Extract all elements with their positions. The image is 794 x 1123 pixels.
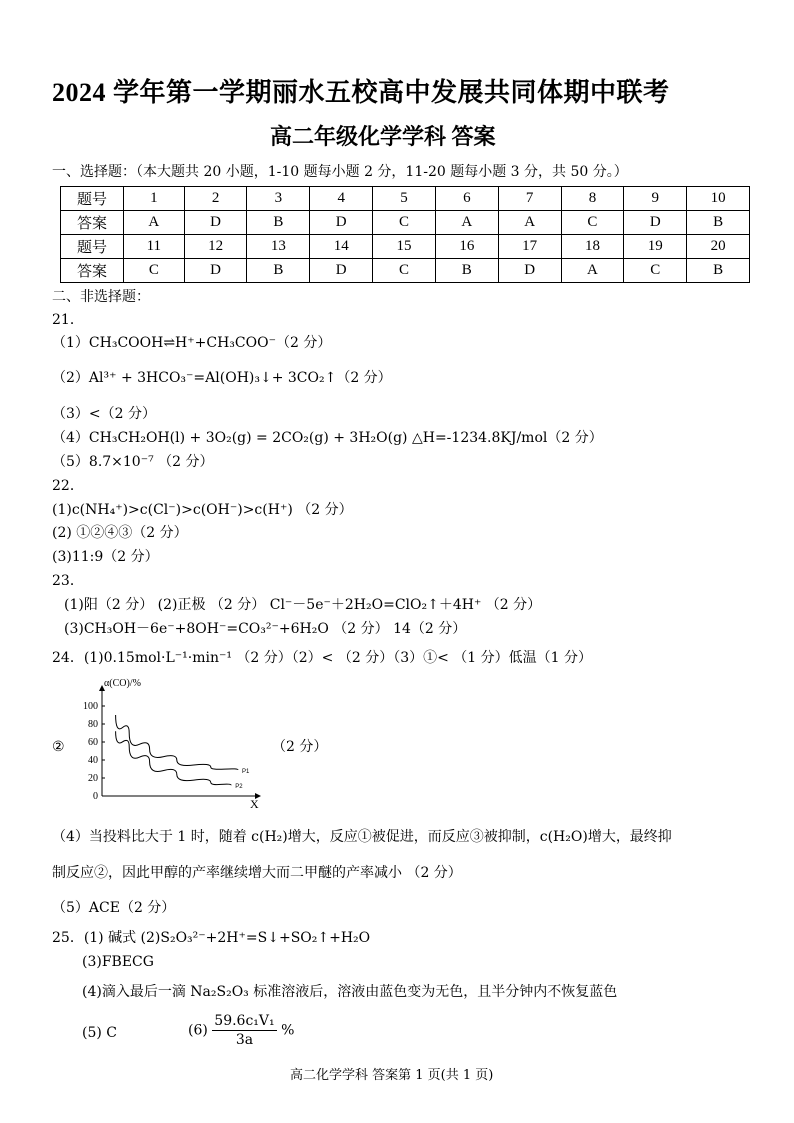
- q25-part5: (5) C: [82, 1025, 117, 1041]
- table-cell: B: [247, 211, 310, 235]
- row-header: 题号: [61, 187, 124, 211]
- table-cell: 11: [124, 235, 185, 259]
- q21-part4: （4）CH₃CH₂OH(l) + 3O₂(g) = 2CO₂(g) + 3H₂O(g) △H=-1234.8KJ/mol（2 分）: [52, 430, 603, 446]
- table-cell: C: [373, 259, 436, 283]
- table-cell: 16: [435, 235, 498, 259]
- q24-graph-score: （2 分）: [272, 739, 328, 755]
- section1-heading: 一、选择题：（本大题共 20 小题，1-10 题每小题 2 分，11-20 题每小题 3 分，共 50 分。）: [52, 164, 628, 180]
- q22-part3: (3)11:9（2 分）: [52, 549, 159, 565]
- q25-part1-2: 25．(1) 碱式 (2)S₂O₃²⁻+2H⁺=S↓+SO₂↑+H₂O: [52, 930, 371, 946]
- fraction: [212, 1012, 276, 1049]
- q25-part4: (4)滴入最后一滴 Na₂S₂O₃ 标准溶液后，溶液由蓝色变为无色，且半分钟内不恢复蓝色: [82, 984, 618, 1000]
- fraction-numerator: 59.6c₁V₁: [214, 1013, 275, 1029]
- table-cell: 17: [498, 235, 561, 259]
- series-label-p1: P1: [242, 768, 250, 775]
- table-cell: 5: [373, 187, 436, 211]
- table-cell: 9: [624, 187, 687, 211]
- table-cell: 20: [687, 235, 750, 259]
- table-row: [61, 187, 750, 211]
- q23-part1: (1)阳（2 分） (2)正极 （2 分） Cl⁻－5e⁻＋2H₂O=ClO₂↑＋4H⁺ （2 分）: [64, 597, 542, 613]
- table-cell: 8: [561, 187, 624, 211]
- q24-part4-line1: （4）当投料比大于 1 时，随着 c(H₂)增大，反应①被促进，而反应③被抑制，c(H₂O)增大，最终抑: [52, 829, 672, 845]
- table-cell: 19: [624, 235, 687, 259]
- table-row: [61, 259, 750, 283]
- table-cell: 6: [435, 187, 498, 211]
- y-tick-label: 0: [93, 791, 98, 802]
- y-tick-label: 60: [88, 737, 98, 748]
- page-subtitle: 高二年级化学学科 答案: [270, 124, 496, 149]
- answer-table: [60, 186, 750, 283]
- table-cell: B: [687, 259, 750, 283]
- series-label-p2: P2: [235, 784, 243, 791]
- q21-part5: （5）8.7×10⁻⁷ （2 分）: [52, 454, 214, 470]
- table-cell: D: [498, 259, 561, 283]
- table-cell: 14: [310, 235, 373, 259]
- y-tick-label: 40: [88, 755, 98, 766]
- table-row: [61, 211, 750, 235]
- table-cell: C: [124, 259, 185, 283]
- q22-number: 22．: [52, 478, 84, 494]
- table-cell: 3: [247, 187, 310, 211]
- q21-number: 21．: [52, 312, 84, 328]
- percent-sign: %: [281, 1022, 295, 1039]
- section2-heading: 二、非选择题：: [52, 289, 150, 305]
- q25-part6: [188, 1012, 294, 1049]
- table-cell: 12: [184, 235, 247, 259]
- table-cell: A: [124, 211, 185, 235]
- q24-part4-line2: 制反应②，因此甲醇的产率继续增大而二甲醚的产率减小 （2 分）: [52, 865, 462, 881]
- table-cell: B: [247, 259, 310, 283]
- q23-number: 23．: [52, 573, 84, 589]
- table-cell: A: [435, 211, 498, 235]
- q21-part1: （1）CH₃COOH⇌H⁺+CH₃COO⁻（2 分）: [52, 335, 332, 351]
- table-cell: 15: [373, 235, 436, 259]
- y-tick-label: 100: [83, 701, 98, 712]
- page-footer: 高二化学学科 答案第 1 页(共 1 页): [290, 1068, 494, 1083]
- table-cell: 10: [687, 187, 750, 211]
- q24-circle2: ②: [52, 739, 65, 755]
- table-cell: B: [687, 211, 750, 235]
- table-cell: D: [624, 211, 687, 235]
- table-cell: 2: [184, 187, 247, 211]
- q22-part1: (1)c(NH₄⁺)>c(Cl⁻)>c(OH⁻)>c(H⁺) （2 分）: [52, 502, 353, 518]
- alpha-co-chart: [78, 676, 268, 810]
- series-line-p1: [116, 715, 238, 770]
- y-axis-label: α(CO)/%: [104, 678, 141, 689]
- y-tick-label: 20: [88, 773, 98, 784]
- q25-part6-label: (6): [188, 1022, 208, 1039]
- row-header: 题号: [61, 235, 124, 259]
- table-cell: C: [624, 259, 687, 283]
- table-cell: A: [561, 259, 624, 283]
- table-cell: D: [184, 211, 247, 235]
- q24-part5: （5）ACE（2 分）: [52, 900, 176, 916]
- table-cell: D: [310, 259, 373, 283]
- q23-part2: (3)CH₃OH－6e⁻+8OH⁻=CO₃²⁻+6H₂O （2 分） 14（2 分）: [64, 621, 467, 637]
- table-cell: 1: [124, 187, 185, 211]
- table-row: [61, 235, 750, 259]
- q21-part3: （3）<（2 分）: [52, 406, 156, 422]
- q24-line1: 24．(1)0.15mol·L⁻¹·min⁻¹ （2 分）（2）< （2 分）（3）①< （1 分）低温（1 分）: [52, 650, 593, 666]
- fraction-denominator: 3a: [235, 1032, 254, 1048]
- table-cell: A: [498, 211, 561, 235]
- q21-part2: （2）Al³⁺ + 3HCO₃⁻=Al(OH)₃↓+ 3CO₂↑（2 分）: [52, 370, 392, 386]
- table-cell: D: [310, 211, 373, 235]
- row-header: 答案: [61, 259, 124, 283]
- table-cell: B: [435, 259, 498, 283]
- table-cell: D: [184, 259, 247, 283]
- page-title: 2024 学年第一学期丽水五校高中发展共同体期中联考: [52, 78, 670, 107]
- series-line-p2: [116, 731, 232, 785]
- table-cell: C: [561, 211, 624, 235]
- table-cell: 4: [310, 187, 373, 211]
- y-tick-label: 80: [88, 719, 98, 730]
- x-axis-label: X: [250, 797, 259, 810]
- table-cell: 18: [561, 235, 624, 259]
- row-header: 答案: [61, 211, 124, 235]
- table-cell: 7: [498, 187, 561, 211]
- table-cell: 13: [247, 235, 310, 259]
- table-cell: C: [373, 211, 436, 235]
- q22-part2: (2) ①②④③（2 分）: [52, 525, 188, 541]
- q25-part3: (3)FBECG: [82, 954, 154, 970]
